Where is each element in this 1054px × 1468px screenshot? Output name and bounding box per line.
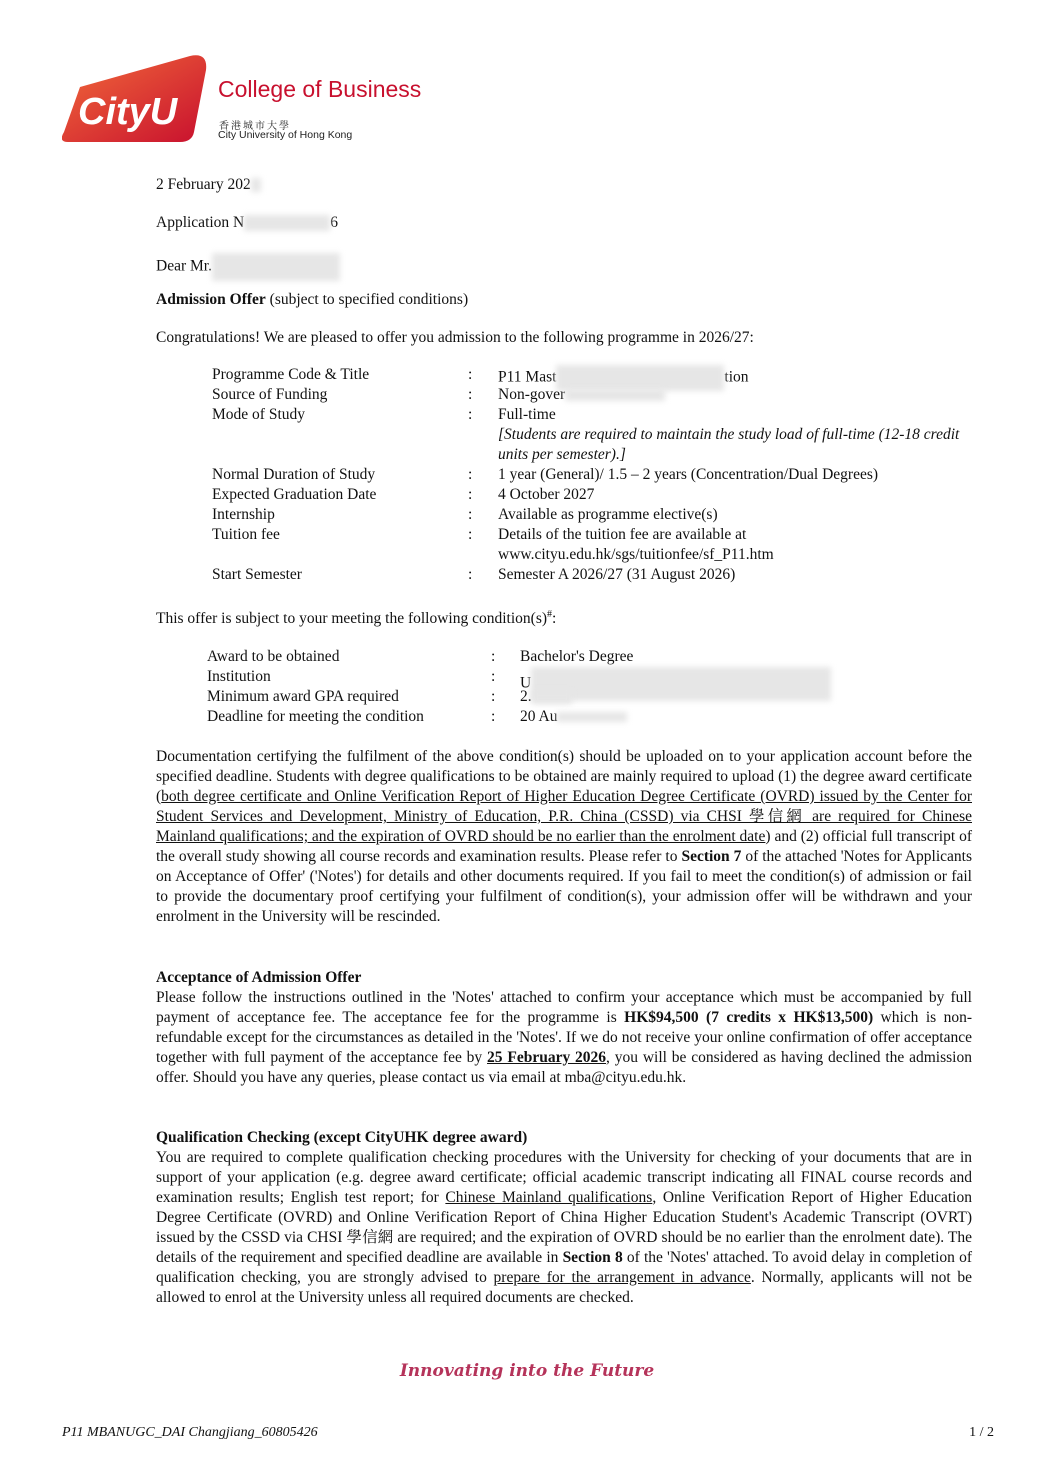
svg-text:CityU: CityU bbox=[78, 91, 178, 133]
acceptance-paragraph: Please follow the instructions outlined in the 'Notes' attached to confirm your acceptance which must be accompanied by full payment of acceptance fee. The acceptance fee for the programme is HK$94,500 (7 credits x HK$13,500) which is non-refundable except for the circumstances as detailed in the 'Notes'. If we do not receive your online confirmation of offer acceptance together with full payment of the acceptance fee by 25 February 2026, you will be considered as having declined the admission offer. Should you have any queries, please contact us via email at mba@cityu.edu.hk. bbox=[156, 989, 972, 1086]
qualification-heading: Qualification Checking (except CityUHK degree award) bbox=[156, 1129, 528, 1146]
conditions-intro: This offer is subject to your meeting the following condition(s)#: bbox=[156, 608, 557, 627]
congratulations-text: Congratulations! We are pleased to offer you admission to the following programme in 2026/27: bbox=[156, 329, 754, 346]
qualification-paragraph: You are required to complete qualification checking procedures with the University for checking of your documents that are in support of your application (e.g. degree award certificate; official academic transcript indicating all FINAL course records and examination results; English test report; for Chinese Mainland qualifications, Online Verification Report of Higher Education Degree Certificate (OVRD) and Online Verification Report of China Higher Education Student's Academic Transcript (OVRT) issued by the CSSD via CHSI 學信網 are required; and the expiration of OVRD should be no earlier than the enrolment date). The details of the requirement and specified deadline are available in Section 8 of the 'Notes' attached. To avoid delay in completion of qualification checking, you are strongly advised to prepare for the arrangement in advance. Normally, applicants will not be allowed to enrol at the University unless all required documents are checked. bbox=[156, 1149, 972, 1306]
cityu-logo bbox=[62, 52, 212, 144]
offer-heading: Admission Offer (subject to specified conditions) bbox=[156, 291, 469, 308]
acceptance-heading: Acceptance of Admission Offer bbox=[156, 969, 362, 986]
page-number: 1 / 2 bbox=[969, 1425, 994, 1440]
application-number: Application N 6 bbox=[156, 214, 338, 231]
college-name: College of Business bbox=[218, 76, 422, 102]
salutation: Dear Mr. bbox=[156, 253, 972, 281]
footer-reference: P11 MBANUGC_DAI Changjiang_60805426 bbox=[62, 1425, 318, 1440]
letter-date: 2 February 202 bbox=[156, 175, 972, 195]
university-chinese-name: 香港城市大學 bbox=[219, 121, 291, 132]
documentation-paragraph: Documentation certifying the fulfilment of the above condition(s) should be uploaded on to your application account before the specified deadline. Students with degree qualifications to be obtained are mainly required to upload (1) the degree award certificate (both degree certificate and Online Verification Report of Higher Education Degree Certificate (OVRD) issued by the Center for Student Services and Development, Ministry of Education, P.R. China (CSSD) via CHSI 學信網 are required for Chinese Mainland qualifications; and the expiration of OVRD should be no earlier than the enrolment date) and (2) official full transcript of the overall study showing all course records and examination results. Please refer to Section 7 of the attached 'Notes for Applicants on Acceptance of Offer' ('Notes') for details and other documents required. If you fail to meet the condition(s) of admission or fail to provide the documentary proof certifying your fulfilment of condition(s), your admission offer will be withdrawn and your enrolment in the University will be rescinded. bbox=[156, 748, 972, 925]
footer-slogan: Innovating into the Future bbox=[399, 1361, 655, 1381]
university-english-name: City University of Hong Kong bbox=[218, 129, 353, 141]
